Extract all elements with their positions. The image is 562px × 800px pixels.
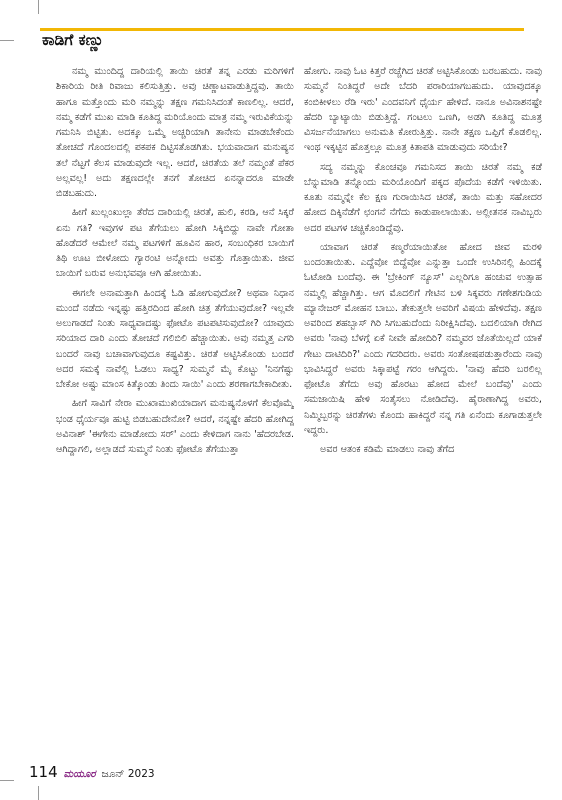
crop-mark <box>38 786 39 800</box>
crop-mark <box>0 40 14 41</box>
crop-mark <box>38 0 39 14</box>
paragraph: ಹೋಗು. ನಾವು ಓಟ ಕಿತ್ತರೆ ರಚ್ಚೆಗಿದ ಚಿರತೆ ಅಟ್ಟಿಸಿಕೊಂಡು ಬರಬಹುದು. ನಾವು ಸುಮ್ಮನೆ ನಿಂತಿದ್ದರೆ ಅದೇ ಬೆದರಿ ಪರಾರಿಯಾಗಬಹುದು. ಯಾವುದಕ್ಕೂ ಕಂಬಿಕೀಳಲು ರೆಡಿ ಇರು' ಎಂದವನಿಗೆ ಧೈರ್ಯ ಹೇಳಿದೆ. ನಾನೂ ಅವಿನಾಶನಷ್ಟೇ ಹೆದರಿ ಬ್ಯಾಟ್ಯಾಯಿ ಬಿಡುತ್ತಿದ್ದೆ. ಗಂಟಲು ಒಣಗಿ, ಅಡಗಿ ಕೂತಿದ್ದ ಮೂತ್ರ ವಿಸರ್ಜನೆಯಾಗಲು ಅನುಮತಿ ಕೋರುತ್ತಿತ್ತು. ನಾನೇ ತಕ್ಷಣ ಒಪ್ಪಿಗೆ ಕೊಡಲಿಲ್ಲ. ಇಂಥ ಇಕ್ಕಟ್ಟಿನ ಹೊತ್ತಲ್ಲೂ ಮೂತ್ರ ಕಿತಾಪತಿ ಮಾಡುವುದು ಸರಿಯೇ? <box>304 66 542 154</box>
paragraph: ಹೀಗೆ ಸಾವಿಗೆ ನೇರಾ ಮುಖಾಮುಖಿಯಾದಾಗ ಮನುಷ್ಯನೊಳಗೆ ಕೆಲವೊಮ್ಮೆ ಭಂಡ ಧೈರ್ಯವೂ ಹುಟ್ಟಿ ಬಿಡಬಹುದೇನೋ? ಆದರೆ, ನನ್ನಷ್ಟೇ ಹೆದರಿ ಹೋಗಿದ್ದ ಅವಿನಾಶ್ 'ಈಗೇನು ಮಾಡೋದು ಸರ್' ಎಂದು ಕೇಳಿದಾಗ ನಾನು 'ಹೆದರಬೇಡ. ಆಗಿದ್ದಾಗಲಿ, ಅಲ್ಲಾಡದೆ ಸುಮ್ಮನೆ ನಿಂತು ಫೋಟೊ ತೆಗೆಯುತ್ತಾ <box>56 398 294 455</box>
paragraph: ಅವರ ಆತಂಕ ಕಡಿಮೆ ಮಾಡಲು ನಾವು ತೆಗೆದ <box>320 444 455 455</box>
paragraph: ನಮ್ಮ ಮುಂದಿದ್ದ ದಾರಿಯಲ್ಲಿ ತಾಯಿ ಚಿರತೆ ತನ್ನ ಎರಡು ಮರಿಗಳಿಗೆ ಶಿಕಾರಿಯ ರೀತಿ ರಿವಾಜು ಕಲಿಸುತ್ತಿತ್ತು. ಅವು ಚಿಣ್ಣಾಟವಾಡುತ್ತಿದ್ದವು. ತಾಯಿ ಹಾಗೂ ಮತ್ತೊಂದು ಮರಿ ನಮ್ಮನ್ನು ತಕ್ಷಣ ಗಮನಿಸಿದಂತೆ ಕಾಣಲಿಲ್ಲ. ಆದರೆ, ನಮ್ಮ ಕಡೆಗೆ ಮುಖ ಮಾಡಿ ಕೂತಿದ್ದ ಮರಿಯೊಂದು ಮಾತ್ರ ನಮ್ಮ ಇರುವಿಕೆಯನ್ನು ಗಮನಿಸಿ ಬಿಟ್ಟಿತು. ಅದಕ್ಕೂ ಒಮ್ಮೆ ಅಚ್ಚರಿಯಾಗಿ ತಾನೇನು ಮಾಡಬೇಕೆಂದು ತೋಚದೆ ಗೊಂದಲದಲ್ಲಿ ಪಕಪಕ ದಿಟ್ಟಿಸತೊಡಗಿತು. ಭಯವಾದಾಗ ಮನುಷ್ಯನ ತಲೆ ನೆಟ್ಟಗೆ ಕೆಲಸ ಮಾಡುವುದೇ ಇಲ್ಲ. ಆದರೆ, ಚಿರತೆಯ ತಲೆ ನಮ್ಮಂತೆ ಪೆಕರ ಅಲ್ಲವಲ್ಲ! ಅದು ತಕ್ಷಣದಲ್ಲೇ ತನಗೆ ತೋಚಿದ ಏನನ್ನಾದರೂ ಮಾಡೇ ಬಿಡಬಹುದು. <box>56 66 294 199</box>
page-number: 114 <box>29 763 58 781</box>
article-column-left <box>56 64 294 764</box>
crop-mark <box>0 780 14 781</box>
page-footer <box>29 763 155 785</box>
magazine-logo: ಮಯೂರ <box>63 769 96 780</box>
article-column-right <box>304 64 542 764</box>
issue-date: ಜೂನ್ 2023 <box>101 768 155 780</box>
section-header-rule <box>40 28 524 57</box>
section-title: ಕಾಡಿಗೆ ಕಣ್ಣು <box>42 31 104 49</box>
paragraph: ಹೀಗೆ ಖುಲ್ಲಂಖುಲ್ಲಾ ತೆರೆದ ದಾರಿಯಲ್ಲಿ ಚಿರತೆ, ಹುಲಿ, ಕರಡಿ, ಆನೆ ಸಿಕ್ಕರೆ ಏನು ಗತಿ? ಇವುಗಳ ಪಟ ತೆಗೆಯಲು ಹೋಗಿ ಸಿಕ್ಕಿಬಿದ್ದು ನಾವೇ ಗೋತಾ ಹೊಡೆದರೆ ಆಮೇಲೆ ನಮ್ಮ ಪಟಗಳಿಗೆ ಹೂವಿನ ಹಾರ, ಸಂಬಂಧಿಕರ ಬಾಯಿಗೆ ತಿಥಿ ಊಟ ಬೀಳೋದು ಗ್ಯಾರಂಟಿ ಅನ್ನೋದು ಅವತ್ತು ಗೊತ್ತಾಯಿತು. ಜೀವ ಬಾಯಿಗೆ ಬರುವ ಅನುಭವವೂ ಆಗಿ ಹೋಯಿತು. <box>56 207 294 280</box>
paragraph: ಸದ್ಯ ನಮ್ಮನ್ನು ಕೊಂಚವೂ ಗಮನಿಸದ ತಾಯಿ ಚಿರತೆ ನಮ್ಮ ಕಡೆ ಬೆನ್ನುಮಾಡಿ ತನ್ನೊಂದು ಮರಿಯೊಂದಿಗೆ ಪಕ್ಕದ ಪೊದೆಯ ಕಡೆಗೆ ಇಳಿಯಿತು. ಕೂತು ನಮ್ಮನ್ನೇ ಕೆಲ ಕ್ಷಣ ಗುರಾಯಿಸಿದ ಚಿರತೆ, ತಾಯಿ ಮತ್ತು ಸಹೋದರ ಹೋದ ದಿಕ್ಕಿನೆಡೆಗೆ ಛಂಗನೆ ನೆಗೆದು ಕಾಡುಪಾಲಾಯಿತು. ಅಲ್ಲೀತನಕ ನಾವಿಬ್ಬರು ಅದರ ಪಟಗಳ ಚಚ್ಚಿಕೊಂಡಿದ್ದೆವು. <box>304 161 542 234</box>
paragraph: ಯಾವಾಗ ಚಿರತೆ ಕಣ್ಮರೆಯಾಯಿತೋ ಹೋದ ಜೀವ ಮರಳಿ ಬಂದಂತಾಯಿತು. ಎದ್ದೆವೋ ಬಿದ್ದೆವೋ ಎನ್ನುತ್ತಾ ಒಂದೇ ಉಸಿರಿನಲ್ಲಿ ಹಿಂದಕ್ಕೆ ಓಟೋಡಿ ಬಂದೆವು. ಈ 'ಬ್ರೇಕಿಂಗ್ ನ್ಯೂಸ್' ಎಲ್ಲರಿಗೂ ಹಂಚುವ ಉತ್ಸಾಹ ನಮ್ಮಲ್ಲಿ ಹೆಚ್ಚಾಗಿತ್ತು. ಆಗ ಮೊದಲಿಗೆ ಗೇಟಿನ ಬಳಿ ಸಿಕ್ಕವರು ಗಣೇಶಗುಡಿಯ ಮ್ಯಾನೇಜರ್ ಮೋಹನ ಬಾಬು. ತೇಕುತ್ತಲೇ ಅವರಿಗೆ ವಿಷಯ ಹೇಳಿದೆವು. ತಕ್ಷಣ ಅವರಿಂದ ಶಹಬ್ಬಾಸ್ ಗಿರಿ ಸಿಗಬಹುದೆಂದು ನಿರೀಕ್ಷಿಸಿದೆವು. ಬದಲಿಯಾಗಿ ರೇಗಿದ ಅವರು 'ನಾವು ಬೆಳಗ್ಗೆ ಏಕೆ ನೀವೇ ಹೋದಿರಿ? ನಮ್ಮವರ ಜೊತೆಯಿಲ್ಲದೆ ಯಾಕೆ ಗೇಟು ದಾಟಿದಿರಿ?' ಎಂದು ಗದರಿದರು. ಅವರು ಸಂತೋಷಪಡುತ್ತಾರೆಂದು ನಾವು ಭಾವಿಸಿದ್ದರೆ ಅವರು ಸಿಕ್ಕಾಪಟ್ಟೆ ಗರಂ ಆಗಿದ್ದರು. 'ನಾವು ಹೆದರಿ ಬರಲಿಲ್ಲ ಫೋಟೊ ತೆಗೆದು ಅವು ಹೊರಟು ಹೋದ ಮೇಲೆ ಬಂದೆವು' ಎಂದು ಸಮಜಾಯಿಷಿ ಹೇಳಿ ಸಂತೈಸಲು ನೋಡಿದೆವು. ಹೈರಾಣಾಗಿದ್ದ ಅವರು, ನಿಮ್ಮಿಬ್ಬರನ್ನು ಚಿರತೆಗಳು ಕೊಂದು ಹಾಕಿದ್ದರೆ ನನ್ನ ಗತಿ ಏನೆಂದು ಕೂಗಾಡುತ್ತಲೇ ಇದ್ದರು. <box>304 241 542 436</box>
paragraph: ಈಗಲೇ ಅನಾಮತ್ತಾಗಿ ಹಿಂದಕ್ಕೆ ಓಡಿ ಹೋಗುವುದೋ? ಅಥವಾ ನಿಧಾನ ಮುಂದೆ ನಡೆದು ಇನ್ನಷ್ಟು ಹತ್ತಿರದಿಂದ ಹೋಗಿ ಚಿತ್ರ ತೆಗೆಯುವುದೋ? ಇಲ್ಲವೇ ಅಲುಗಾಡದೆ ನಿಂತು ಸಾಧ್ಯವಾದಷ್ಟು ಫೋಟೊ ಪಟಪಟಿಸುವುದೋ? ಯಾವುದು ಸರಿಯಾದ ದಾರಿ ಎಂದು ತೋಚದೆ ಗಲಿಬಿಲಿ ಹೆಚ್ಚಾಯಿತು. ಅವು ನಮ್ಮತ್ತ ಎಗರಿ ಬಂದರೆ ನಾವು ಬಚಾವಾಗುವುದೂ ಕಷ್ಟವಿತ್ತು. ಚಿರತೆ ಅಟ್ಟಿಸಿಕೊಂಡು ಬಂದರೆ ಅದರ ಸಮಕ್ಕೆ ನಾವೆಲ್ಲಿ ಓಡಲು ಸಾಧ್ಯ? ಸುಮ್ಮನೆ ಮೈ ಕೊಟ್ಟು 'ನಿನಗೆಷ್ಟು ಬೇಕೋ ಅಷ್ಟು ಮಾಂಸ ಕಿತ್ಕೊಂಡು ತಿಂದು ಸಾಯಿ' ಎಂದು ಶರಣಾಗಬೇಕಾದೀತು. <box>56 287 294 390</box>
